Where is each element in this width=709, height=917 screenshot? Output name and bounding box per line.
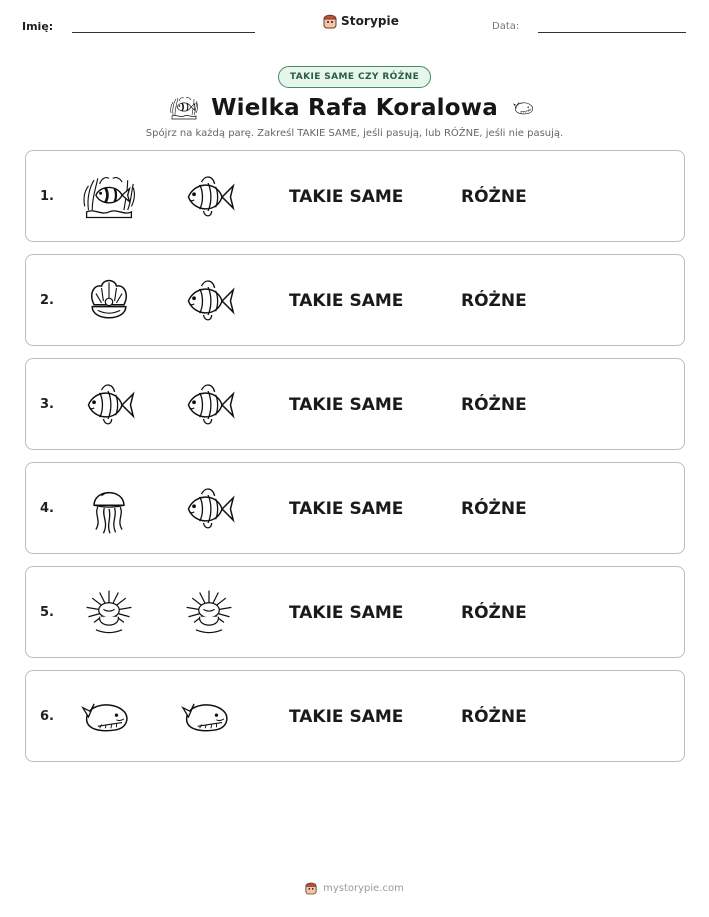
date-field-line[interactable] <box>538 32 686 33</box>
fish-icon <box>180 273 238 329</box>
question-row <box>25 566 685 658</box>
question-number: 3. <box>40 397 54 412</box>
option-same[interactable]: TAKIE SAME <box>289 499 404 519</box>
question-number: 1. <box>40 189 54 204</box>
reef-clownfish-icon <box>167 93 201 123</box>
option-different[interactable]: RÓŻNE <box>461 395 527 415</box>
activity-type-badge: TAKIE SAME CZY RÓŻNE <box>278 66 431 88</box>
option-different[interactable]: RÓŻNE <box>461 499 527 519</box>
footer-url: mystorypie.com <box>323 882 404 894</box>
clam-icon <box>80 273 138 329</box>
name-field-line[interactable] <box>72 32 255 33</box>
question-row <box>25 670 685 762</box>
question-row <box>25 150 685 242</box>
question-number: 6. <box>40 709 54 724</box>
fish-icon <box>180 481 238 537</box>
footer <box>0 878 709 898</box>
fish-icon <box>180 169 238 225</box>
storypie-mascot-icon <box>323 13 337 29</box>
option-different[interactable]: RÓŻNE <box>461 603 527 623</box>
worksheet-header <box>0 0 709 50</box>
instructions: Spójrz na każdą parę. Zakreśl TAKIE SAME, jeśli pasują, lub RÓŻNE, jeśli nie pasują. <box>145 128 564 139</box>
option-same[interactable]: TAKIE SAME <box>289 187 404 207</box>
option-different[interactable]: RÓŻNE <box>461 707 527 727</box>
question-row <box>25 462 685 554</box>
name-label: Imię: <box>22 20 54 33</box>
brand-logo <box>323 13 399 29</box>
clownfish-anemone-icon <box>80 169 138 225</box>
sea-anemone-icon <box>180 585 238 641</box>
whale-icon <box>180 689 238 745</box>
jellyfish-icon <box>80 481 138 537</box>
option-same[interactable]: TAKIE SAME <box>289 707 404 727</box>
question-number: 5. <box>40 605 54 620</box>
page-title: Wielka Rafa Koralowa <box>211 95 498 121</box>
question-row <box>25 254 685 346</box>
brand-name: Storypie <box>341 14 400 28</box>
option-different[interactable]: RÓŻNE <box>461 291 527 311</box>
question-number: 2. <box>40 293 54 308</box>
option-same[interactable]: TAKIE SAME <box>289 603 404 623</box>
whale-icon <box>508 96 542 120</box>
fish-icon <box>180 377 238 433</box>
whale-icon <box>80 689 138 745</box>
date-label: Data: <box>492 21 520 32</box>
question-list <box>25 150 685 774</box>
title-row <box>0 90 709 126</box>
option-same[interactable]: TAKIE SAME <box>289 291 404 311</box>
question-number: 4. <box>40 501 54 516</box>
option-same[interactable]: TAKIE SAME <box>289 395 404 415</box>
option-different[interactable]: RÓŻNE <box>461 187 527 207</box>
storypie-mascot-icon <box>305 881 317 895</box>
sea-anemone-icon <box>80 585 138 641</box>
fish-icon <box>80 377 138 433</box>
question-row <box>25 358 685 450</box>
